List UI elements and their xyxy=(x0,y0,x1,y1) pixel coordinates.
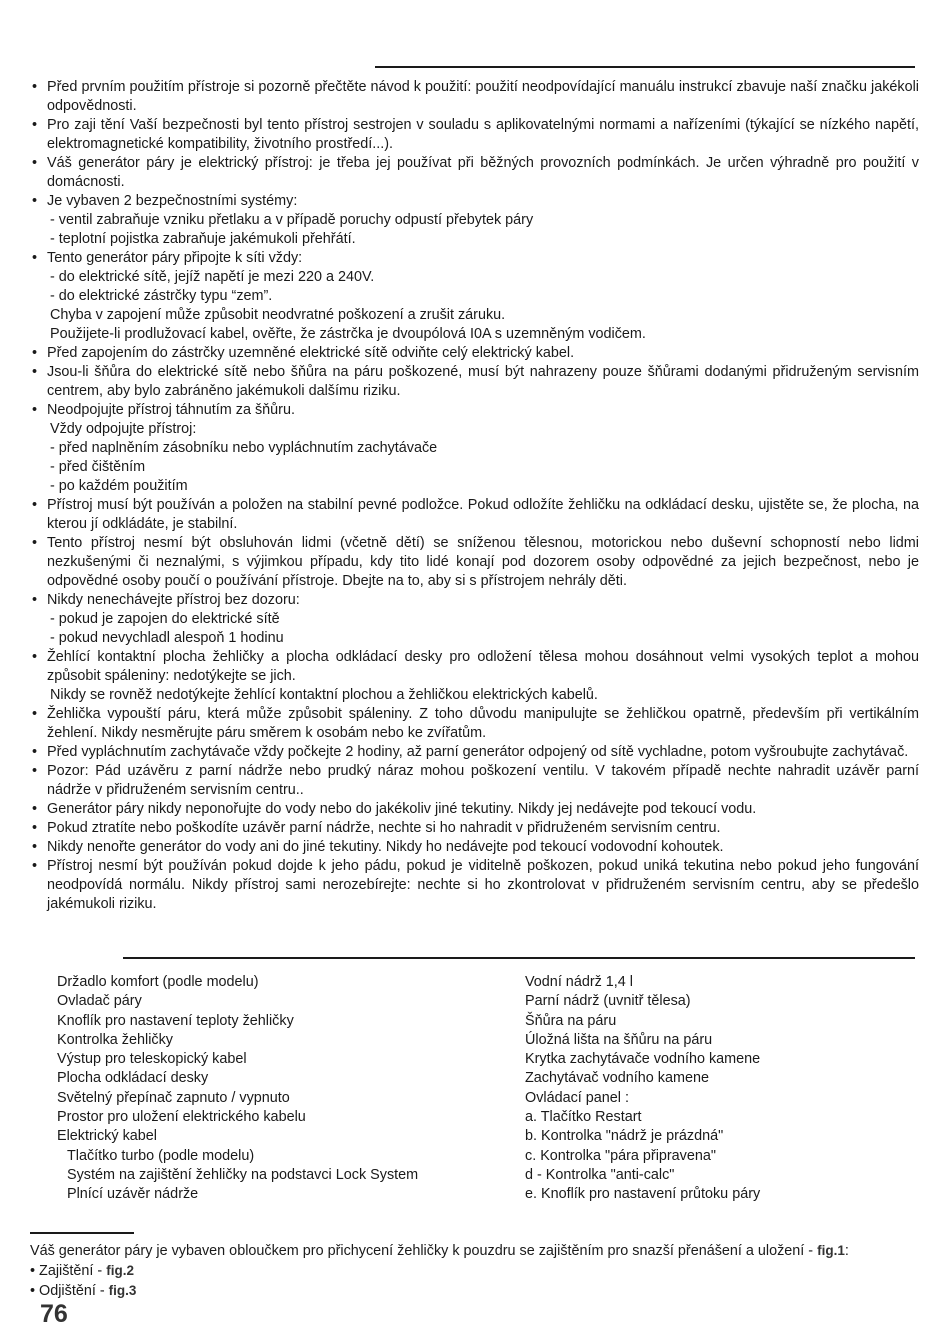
page-number: 76 xyxy=(40,1300,68,1328)
part-item: Výstup pro teleskopický kabel xyxy=(57,1051,247,1068)
parts-list-right xyxy=(525,973,925,1205)
safety-item xyxy=(32,743,919,762)
safety-item-text: Přístroj nesmí být používán pokud dojde k jeho pádu, pokud je viditelně poškozen, pokud uniká tekutina nebo pokud jeho fungování neodpovídá normálu. Nikdy přístroj sami nerozebírejte: nechte si ho zkontrolovat v přidruženém servisním centru, aby se předešlo jakémukoli riziku. xyxy=(47,858,919,912)
safety-item-text: Jsou-li šňůra do elektrické sítě nebo šňůra na páru poškozené, musí být nahrazeny pouze šňůrami dodanými přidruženým servisním centrem, aby bylo zabráněno jakémukoli dalšímu riziku. xyxy=(47,364,919,399)
part-item: d - Kontrolka "anti-calc" xyxy=(525,1166,675,1183)
part-item: Prostor pro uložení elektrického kabelu xyxy=(57,1109,306,1126)
safety-item-text: Před prvním použitím přístroje si pozorně přečtěte návod k použití: použití neodpovídající manuálu instrukcí zbavuje naší značku jakékoli odpovědnosti. xyxy=(47,79,919,114)
part-item: Držadlo komfort (podle modelu) xyxy=(57,974,259,990)
part-item: Ovladač páry xyxy=(57,993,142,1010)
part-item: Tlačítko turbo (podle modelu) xyxy=(67,1147,255,1164)
safety-item-text: Neodpojujte přístroj táhnutím za šňůru. xyxy=(47,402,295,418)
safety-item-text: Pro zaji tění Vaší bezpečnosti byl tento přístroj sestrojen v souladu s aplikovatelnými normami a nařízeními (týkající se nízkého napětí, elektromagnetické kompatibility, životního prostředí...). xyxy=(47,117,919,152)
footnote-rule xyxy=(30,1232,134,1234)
part-item: e. Knoflík pro nastavení průtoku páry xyxy=(525,1186,761,1203)
safety-item xyxy=(32,800,919,819)
safety-item xyxy=(32,648,919,705)
safety-item-text: Před vypláchnutím zachytávače vždy počkejte 2 hodiny, až parní generátor odpojený od sítě vychladne, potom vyšroubujte zachytávač. xyxy=(47,744,909,760)
safety-subitem-text: Použijete-li prodlužovací kabel, ověřte, že zástrčka je dvoupólová I0A s uzemněným vodičem. xyxy=(50,326,646,342)
safety-item-text: Je vybaven 2 bezpečnostními systémy: xyxy=(47,193,298,209)
part-item: Krytka zachytávače vodního kamene xyxy=(525,1051,761,1068)
part-item: Úložná lišta na šňůru na páru xyxy=(525,1031,713,1048)
safety-subitem-text: Vždy odpojujte přístroj: xyxy=(50,421,197,437)
safety-subitem-text: - po každém použitím xyxy=(50,478,188,494)
part-item: Světelný přepínač zapnuto / vypnuto xyxy=(57,1089,290,1106)
safety-item-text: Před zapojením do zástrčky uzemněné elektrické sítě odviňte celý elektrický kabel. xyxy=(47,345,575,361)
safety-item-text: Žehlící kontaktní plocha žehličky a plocha odkládací desky pro odložení tělesa mohou dosáhnout velmi vysokých teplot a mohou způsobit spáleniny: nedotýkejte se jich. xyxy=(47,649,919,684)
safety-subitem-text: - pokud nevychladl alespoň 1 hodinu xyxy=(50,630,284,646)
safety-item xyxy=(32,591,919,648)
safety-item xyxy=(32,249,919,344)
carry-handle-note xyxy=(30,1241,930,1301)
safety-subitem-text: - do elektrické zástrčky typu “zem”. xyxy=(50,288,273,304)
safety-item-text: Nikdy nenořte generátor do vody ani do jiné tekutiny. Nikdy ho nedávejte pod tekoucí vodovodní kohoutek. xyxy=(47,839,724,855)
part-item: Šňůra na páru xyxy=(525,1012,617,1029)
safety-item xyxy=(32,363,919,401)
safety-item-text: Tento přístroj nesmí být obsluhován lidmi (včetně dětí) se sníženou tělesnou, motorickou nebo duševní schopností nebo lidmi nezkušenými či neznalými, s výjimkou případu, kdy tito lidé konají pod dozorem osoby odpovědné za jejich bezpečnost, nebo je odpovědné osoby poučí o používání přístroje. Dbejte na to, aby si s přístrojem nehrály děti. xyxy=(47,535,919,589)
part-item: Ovládací panel : xyxy=(525,1089,629,1106)
safety-subitem-text: - před čištěním xyxy=(50,459,146,475)
safety-item xyxy=(32,819,919,838)
safety-subitem-text: - do elektrické sítě, jejíž napětí je mezi 220 a 240V. xyxy=(50,269,375,285)
safety-item xyxy=(32,857,919,914)
safety-item xyxy=(32,496,919,534)
safety-item-text: Žehlička vypouští páru, která může způsobit spáleniny. Z toho důvodu manipulujte se žehličkou opatrně, především při vertikálním žehlení. Nikdy nesměrujte páru směrem k osobám nebo ke zvířatům. xyxy=(47,706,919,741)
safety-item xyxy=(32,705,919,743)
safety-item xyxy=(32,762,919,800)
safety-item xyxy=(32,344,919,363)
safety-item-text: Pozor: Pád uzávěru z parní nádrže nebo prudký náraz mohou poškození ventilu. V takovém případě nechte nahradit uzávěr parní nádrže v přidruženém servisním centru.. xyxy=(47,763,919,798)
section-rule-middle xyxy=(123,957,915,959)
safety-item-text: Tento generátor páry připojte k síti vždy: xyxy=(47,250,303,266)
figure-reference: fig.1 xyxy=(817,1243,845,1258)
part-item: Systém na zajištění žehličky na podstavci Lock System xyxy=(67,1166,419,1183)
safety-item-text: Váš generátor páry je elektrický přístroj: je třeba jej používat při běžných provozních podmínkách. Je určen výhradně pro použití v domácnosti. xyxy=(47,155,919,190)
part-item: Kontrolka žehličky xyxy=(57,1031,173,1048)
part-item: b. Kontrolka "nádrž je prázdná" xyxy=(525,1128,724,1145)
parts-list-left xyxy=(57,973,477,1205)
safety-item xyxy=(32,154,919,192)
part-item: Elektrický kabel xyxy=(57,1128,157,1145)
part-item: Knoflík pro nastavení teploty žehličky xyxy=(57,1012,294,1029)
part-item: Zachytávač vodního kamene xyxy=(525,1070,709,1087)
part-item: a. Tlačítko Restart xyxy=(525,1109,642,1126)
safety-item-text: Nikdy nenechávejte přístroj bez dozoru: xyxy=(47,592,300,608)
unlock-instruction: • Odjištění - fig.3 xyxy=(30,1283,137,1299)
part-item: Plocha odkládací desky xyxy=(57,1070,209,1087)
safety-subitem-text: Nikdy se rovněž nedotýkejte žehlící kontaktní plochou a žehličkou elektrických kabelů. xyxy=(50,687,598,703)
figure-reference: fig.2 xyxy=(106,1263,134,1278)
safety-subitem-text: - pokud je zapojen do elektrické sítě xyxy=(50,611,280,627)
figure-reference: fig.3 xyxy=(108,1283,137,1298)
part-item: Plnící uzávěr nádrže xyxy=(67,1186,199,1203)
part-item: Parní nádrž (uvnitř tělesa) xyxy=(525,993,691,1010)
safety-item-text: Generátor páry nikdy neponořujte do vody nebo do jakékoliv jiné tekutiny. Nikdy jej nedávejte pod tekoucí vodu. xyxy=(47,801,757,817)
safety-item xyxy=(32,116,919,154)
safety-instructions-list xyxy=(32,78,919,914)
safety-item xyxy=(32,401,919,496)
part-item: c. Kontrolka "pára připravena" xyxy=(525,1147,716,1164)
safety-subitem-text: - před naplněním zásobníku nebo vypláchnutím zachytávače xyxy=(50,440,438,456)
lock-instruction: • Zajištění - fig.2 xyxy=(30,1263,134,1279)
safety-item xyxy=(32,838,919,857)
safety-item xyxy=(32,78,919,116)
safety-subitem-text: Chyba v zapojení může způsobit neodvratné poškození a zrušit záruku. xyxy=(50,307,506,323)
section-rule-top xyxy=(375,66,915,68)
safety-item-text: Přístroj musí být používán a položen na stabilní pevné podložce. Pokud odložíte žehličku na odkládací desku, ujistěte se, že plocha, na kterou jí odkládáte, je stabilní. xyxy=(47,497,919,532)
safety-item xyxy=(32,534,919,591)
part-item: Vodní nádrž 1,4 l xyxy=(525,974,634,990)
safety-subitem-text: - teplotní pojistka zabraňuje jakémukoli přehřátí. xyxy=(50,231,356,247)
safety-subitem-text: - ventil zabraňuje vzniku přetlaku a v případě poruchy odpustí přebytek páry xyxy=(50,212,534,228)
safety-item-text: Pokud ztratíte nebo poškodíte uzávěr parní nádrže, nechte si ho nahradit v přidruženém servisním centru. xyxy=(47,820,721,836)
carry-handle-intro: Váš generátor páry je vybaven obloučkem pro přichycení žehličky k pouzdru se zajištěním pro snazší přenášení a uložení - fig.1: xyxy=(30,1243,849,1259)
safety-item xyxy=(32,192,919,249)
